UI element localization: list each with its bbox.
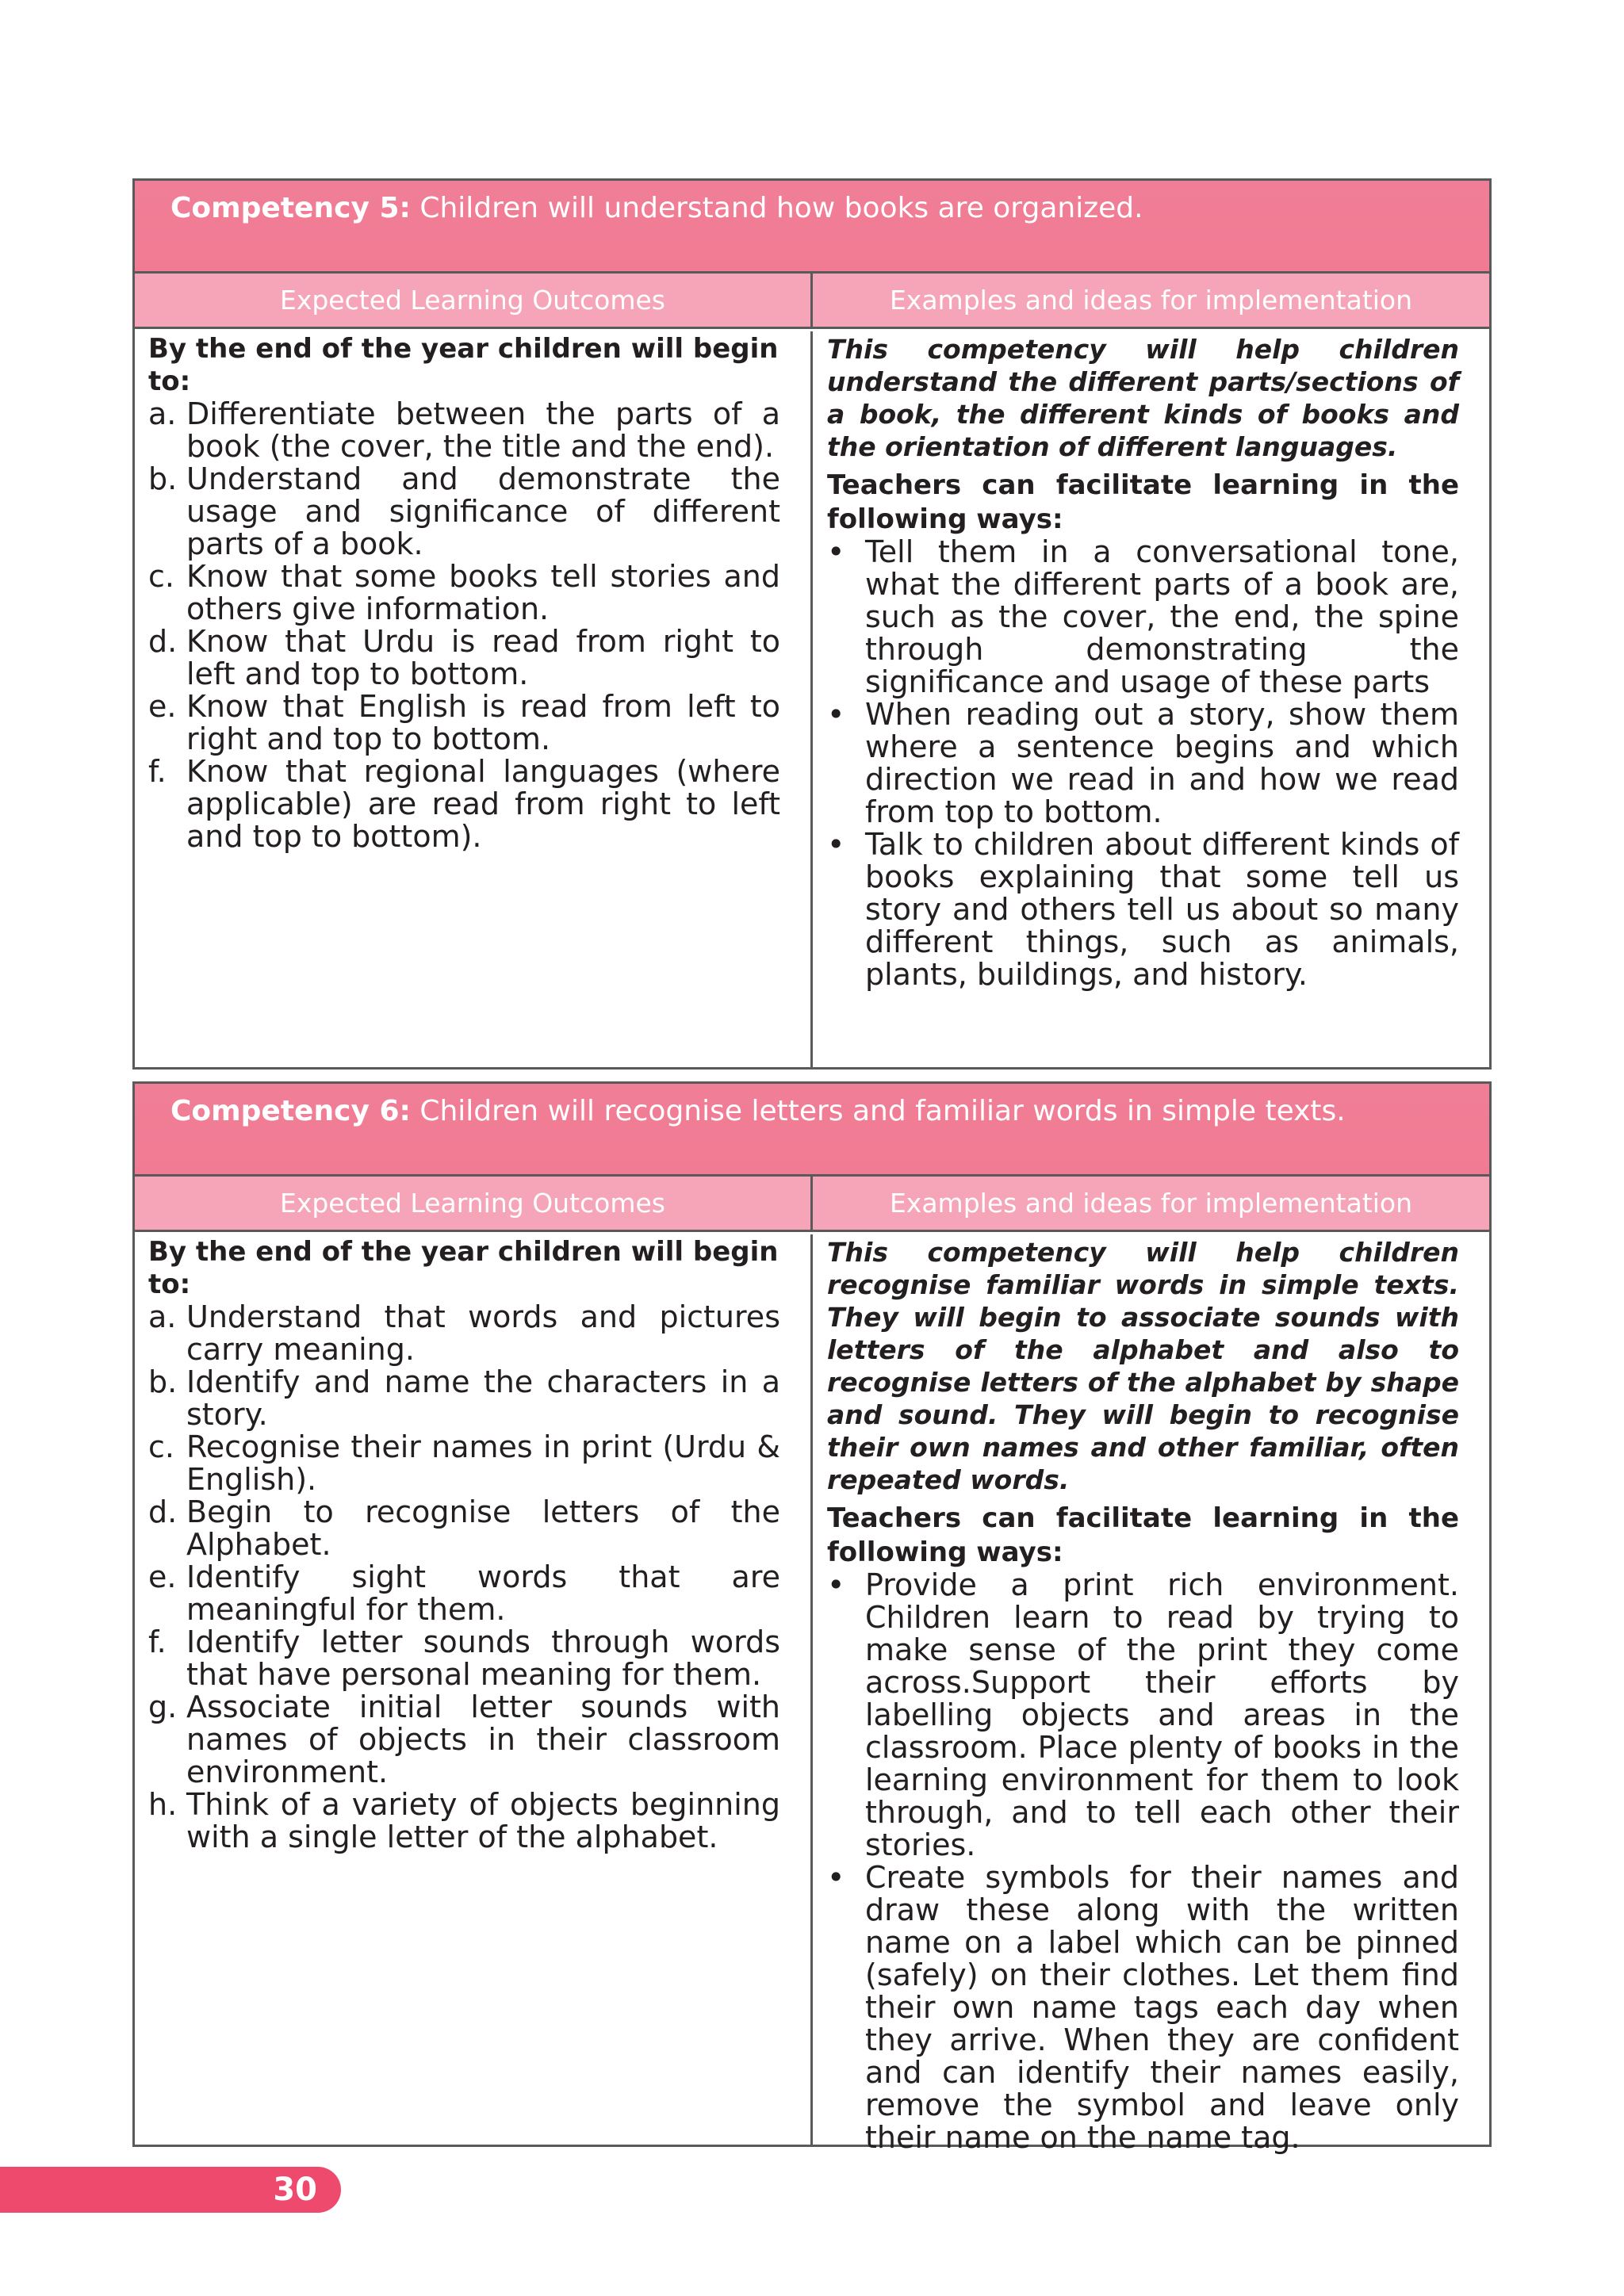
teachers-line-1: Teachers can facilitate learning in the	[827, 1502, 1459, 1534]
outcome-item	[148, 1691, 780, 1789]
outcome-text: Recognise their names in print (Urdu & English).	[186, 1429, 780, 1497]
bullet-marker: •	[827, 534, 845, 569]
idea-item	[827, 1862, 1459, 2154]
competency-5-table	[132, 178, 1492, 1070]
outcome-marker: d.	[148, 624, 178, 659]
competency-5-title-text: Children will understand how books are organized.	[419, 192, 1143, 224]
outcome-text: Begin to recognise letters of the Alphabet.	[186, 1494, 780, 1562]
outcome-item	[148, 1789, 780, 1854]
header-examples-ideas: Examples and ideas for implementation	[889, 285, 1413, 316]
page-number-tab	[0, 2167, 341, 2213]
competency-intro: This competency will help children understand the different parts/sections of a book, the different kinds of books and the orientation of different languages.	[827, 334, 1459, 462]
competency-5-outcomes-cell	[135, 331, 813, 1067]
outcome-item	[148, 1366, 780, 1431]
outcome-marker: e.	[148, 1559, 177, 1594]
outcome-text: Identify and name the characters in a story.	[186, 1364, 780, 1432]
competency-6-outcomes-cell	[135, 1234, 813, 2145]
competency-6-title	[135, 1084, 1489, 1177]
competency-6-body-row	[135, 1234, 1489, 2155]
outcome-text: Associate initial letter sounds with names of objects in their classroom environment.	[186, 1689, 780, 1789]
competency-intro: This competency will help children recognise familiar words in simple texts. They will begin to associate sounds with letters of the alphabet and also to recognise letters of the alphabet by shape and sound. They will begin to recognise their own names and other familiar, often repeated words.	[827, 1237, 1459, 1495]
competency-6-table	[132, 1081, 1492, 2155]
teachers-line-2: following ways:	[827, 1536, 1063, 1568]
bullet-marker: •	[827, 1567, 845, 1602]
outcome-marker: b.	[148, 1364, 178, 1399]
competency-6-title-text: Children will recognise letters and familiar words in simple texts.	[419, 1095, 1346, 1127]
outcomes-lead: By the end of the year children will begin to:	[148, 1236, 779, 1300]
outcome-marker: c.	[148, 559, 174, 594]
outcome-text: Understand that words and pictures carry meaning.	[186, 1299, 780, 1367]
outcome-marker: g.	[148, 1689, 178, 1724]
outcome-text: Differentiate between the parts of a book (the cover, the title and the end).	[186, 396, 780, 464]
idea-text: When reading out a story, show them where a sentence begins and which direction we read in and how we read from top to bottom.	[865, 697, 1459, 829]
outcome-item	[148, 756, 780, 853]
header-examples-ideas: Examples and ideas for implementation	[889, 1188, 1413, 1219]
outcome-marker: f.	[148, 754, 167, 789]
outcome-marker: h.	[148, 1787, 178, 1822]
outcome-item	[148, 1431, 780, 1496]
outcome-item	[148, 561, 780, 626]
outcome-text: Know that regional languages (where applicable) are read from right to left and top to bottom).	[186, 754, 780, 854]
outcomes-lead: By the end of the year children will begin to:	[148, 333, 779, 397]
teachers-line-2: following ways:	[827, 503, 1063, 535]
outcome-item	[148, 626, 780, 691]
outcome-item	[148, 463, 780, 561]
outcome-text: Identify letter sounds through words that have personal meaning for them.	[186, 1624, 780, 1692]
idea-item	[827, 536, 1459, 698]
outcome-marker: e.	[148, 689, 177, 724]
outcome-marker: a.	[148, 396, 177, 431]
outcome-marker: f.	[148, 1624, 167, 1659]
ideas-list	[827, 1569, 1459, 2154]
outcome-marker: a.	[148, 1299, 177, 1334]
idea-item	[827, 1569, 1459, 1862]
outcome-marker: c.	[148, 1429, 174, 1464]
idea-item	[827, 828, 1459, 991]
competency-5-ideas-cell	[813, 331, 1489, 1067]
outcome-marker: d.	[148, 1494, 178, 1529]
idea-item	[827, 698, 1459, 828]
outcomes-list	[148, 398, 780, 853]
header-learning-outcomes: Expected Learning Outcomes	[135, 1177, 813, 1230]
bullet-marker: •	[827, 1860, 845, 1895]
outcome-text: Know that some books tell stories and others give information.	[186, 559, 780, 626]
outcome-item	[148, 1301, 780, 1366]
outcome-marker: b.	[148, 461, 178, 496]
outcomes-list	[148, 1301, 780, 1854]
competency-6-header-row	[135, 1177, 1489, 1232]
idea-text: Create symbols for their names and draw these along with the written name on a label which can be pinned (safely) on their clothes. Let them find their own name tags each day when they arrive. When they are confident and can identify their names easily, remove the symbol and leave only their name on the name tag.	[865, 1860, 1459, 2155]
header-learning-outcomes: Expected Learning Outcomes	[135, 274, 813, 327]
bullet-marker: •	[827, 697, 845, 732]
outcome-item	[148, 1626, 780, 1691]
outcome-item	[148, 1561, 780, 1626]
idea-text: Talk to children about different kinds of books explaining that some tell us story and others tell us about so many different things, such as animals, plants, buildings, and history.	[865, 827, 1459, 992]
page-number: 30	[273, 2172, 317, 2208]
competency-5-header-row	[135, 274, 1489, 329]
ideas-list	[827, 536, 1459, 991]
outcome-text: Know that Urdu is read from right to left and top to bottom.	[186, 624, 780, 691]
outcome-item	[148, 1496, 780, 1561]
competency-6-title-bold: Competency 6:	[170, 1095, 411, 1127]
bullet-marker: •	[827, 827, 845, 862]
teachers-line-1: Teachers can facilitate learning in the	[827, 469, 1459, 501]
competency-5-title-bold: Competency 5:	[170, 192, 411, 224]
idea-text: Provide a print rich environment. Children learn to read by trying to make sense of the print they come across.Support their efforts by labelling objects and areas in the classroom. Place plenty of books in the learning environment for them to look through, and to tell each other their stories.	[865, 1567, 1459, 1862]
idea-text: Tell them in a conversational tone, what the different parts of a book are, such as the cover, the end, the spine through demonstrating the significance and usage of these parts	[865, 534, 1459, 699]
outcome-item	[148, 398, 780, 463]
competency-5-title	[135, 181, 1489, 274]
outcome-text: Understand and demonstrate the usage and significance of different parts of a book.	[186, 461, 780, 561]
outcome-text: Think of a variety of objects beginning with a single letter of the alphabet.	[186, 1787, 780, 1854]
competency-6-ideas-cell	[813, 1234, 1489, 2155]
outcome-text: Know that English is read from left to right and top to bottom.	[186, 689, 780, 756]
outcome-text: Identify sight words that are meaningful for them.	[186, 1559, 780, 1627]
outcome-item	[148, 691, 780, 756]
competency-5-body-row	[135, 331, 1489, 1067]
